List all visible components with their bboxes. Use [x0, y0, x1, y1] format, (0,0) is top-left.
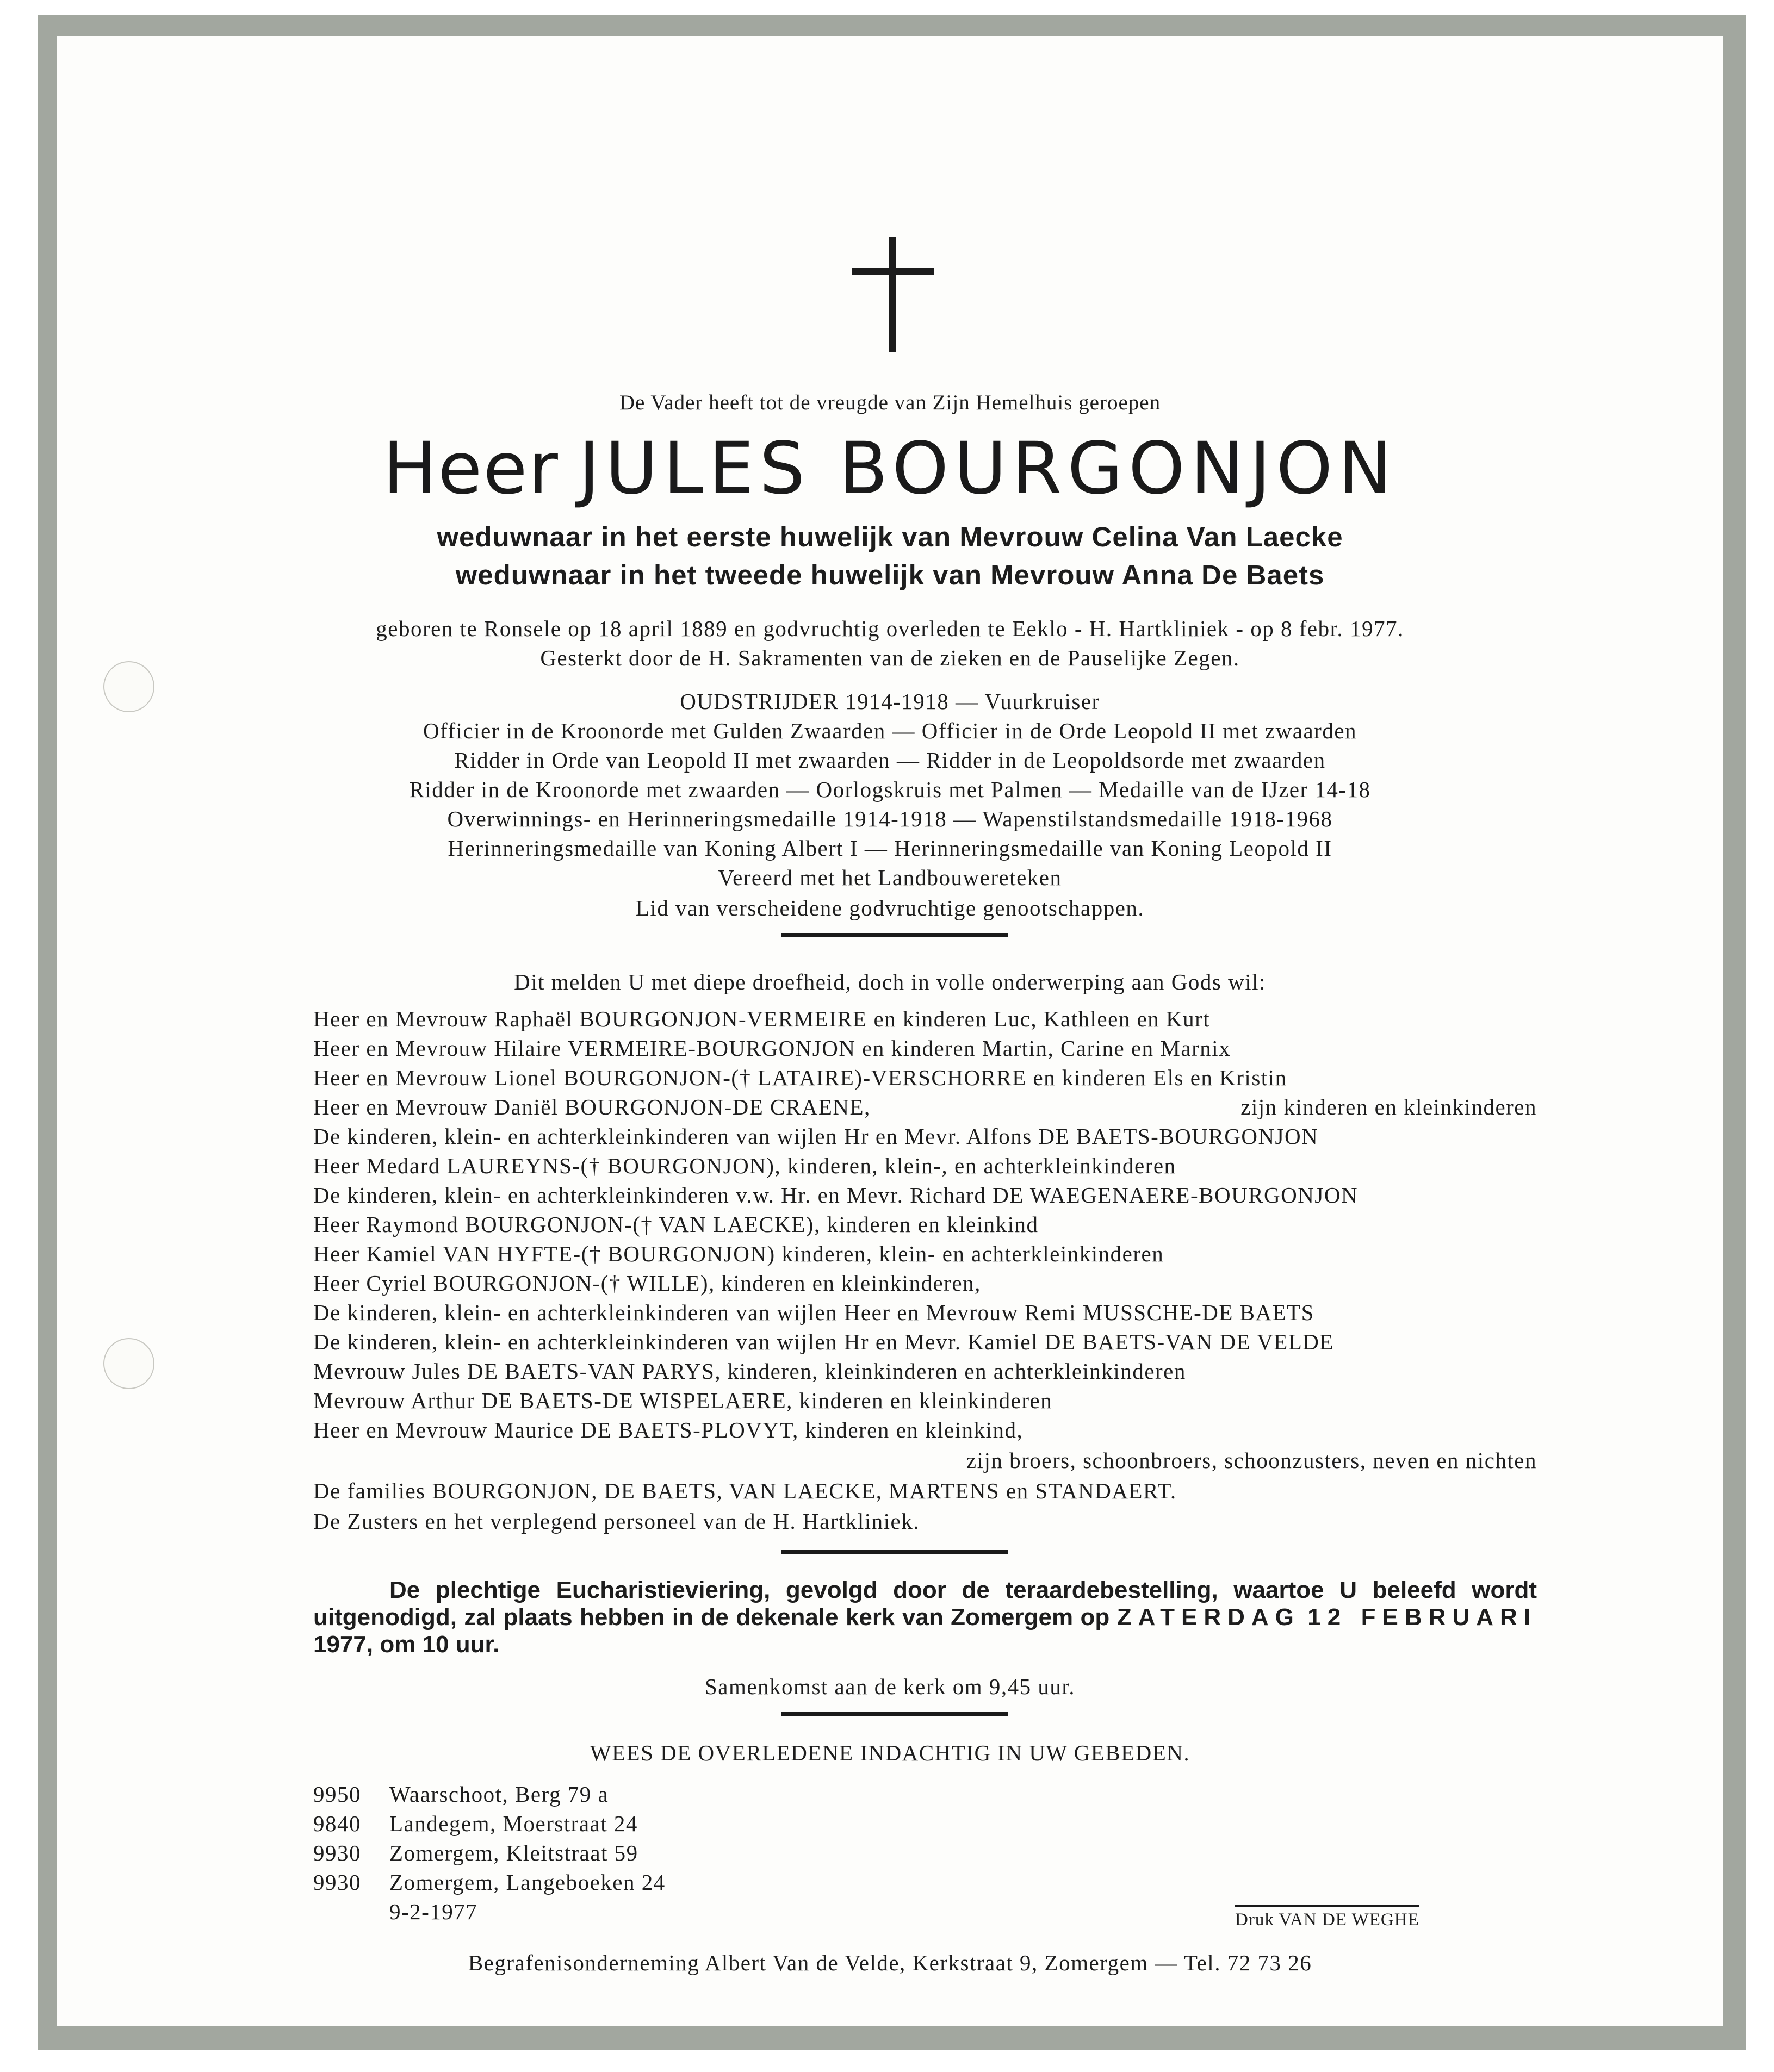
divider: [781, 933, 1008, 937]
service-announcement: [313, 1577, 1537, 1658]
address: Waarschoot, Berg 79 a: [389, 1782, 609, 1807]
zip-code: 9930: [313, 1840, 361, 1865]
service-day: ZATERDAG: [1116, 1604, 1300, 1631]
deceased-name: [57, 427, 1723, 511]
intro-line: De Vader heeft tot de vreugde van Zijn Hemelhuis geroepen: [619, 391, 1161, 414]
printer-credit: Druk VAN DE WEGHE: [1235, 1905, 1419, 1930]
address-item: [313, 1869, 666, 1895]
service-text: De plechtige Eucharistieviering, gevolgd door de teraardebestelling, waartoe U beleefd wordt uitgenodigd, zal plaats hebben in de dekenale kerk van Zomergem op: [313, 1577, 1537, 1631]
list-item: Heer Kamiel VAN HYFTE-(† BOURGONJON) kinderen, klein- en achterkleinkinderen: [313, 1241, 1164, 1266]
list-item: Heer Cyriel BOURGONJON-(† WILLE), kinderen en kleinkinderen,: [313, 1271, 981, 1296]
address-item: [313, 1810, 638, 1837]
service-date: 12 FEBRUARI: [1307, 1604, 1537, 1631]
list-item: Heer Raymond BOURGONJON-(† VAN LAECKE), kinderen en kleinkind: [313, 1212, 1039, 1237]
list-item: Mevrouw Arthur DE BAETS-DE WISPELAERE, kinderen en kleinkinderen: [313, 1388, 1053, 1413]
address-item: [313, 1840, 638, 1866]
zip-code: 9930: [313, 1870, 361, 1895]
list-item: [313, 1094, 1537, 1120]
address: Landegem, Moerstraat 24: [389, 1811, 638, 1836]
announcement-date: 9-2-1977: [389, 1899, 478, 1924]
name-main: JULES BOURGONJON: [578, 427, 1398, 511]
honour-line: Officier in de Kroonorde met Gulden Zwaarden — Officier in de Orde Leopold II met zwaarden: [423, 718, 1357, 743]
divider: [781, 1712, 1008, 1716]
list-item: Heer en Mevrouw Raphaël BOURGONJON-VERMEIRE en kinderen Luc, Kathleen en Kurt: [313, 1006, 1211, 1031]
address: Zomergem, Kleitstraat 59: [389, 1840, 638, 1865]
children-note: zijn kinderen en kleinkinderen: [1240, 1094, 1537, 1119]
honour-line: Ridder in Orde van Leopold II met zwaarden — Ridder in de Leopoldsorde met zwaarden: [454, 748, 1326, 773]
birth-death-line: geboren te Ronsele op 18 april 1889 en godvruchtig overleden te Eeklo - H. Hartkliniek - op 8 febr. 1977.: [376, 616, 1404, 641]
service-time: 1977, om 10 uur.: [313, 1631, 500, 1658]
remember-line: WEES DE OVERLEDENE INDACHTIG IN UW GEBEDEN.: [590, 1740, 1190, 1765]
sisters-line: De Zusters en het verplegend personeel van de H. Hartkliniek.: [313, 1509, 920, 1534]
widower-line-1: weduwnaar in het eerste huwelijk van Mevrouw Celina Van Laecke: [437, 521, 1343, 552]
widower-line-2: weduwnaar in het tweede huwelijk van Mevrouw Anna De Baets: [455, 559, 1325, 590]
list-item: Heer en Mevrouw Hilaire VERMEIRE-BOURGONJON en kinderen Martin, Carine en Marnix: [313, 1036, 1231, 1061]
list-item: De kinderen, klein- en achterkleinkinderen v.w. Hr. en Mevr. Richard DE WAEGENAERE-BOURGONJON: [313, 1183, 1359, 1208]
name-prefix: Heer: [382, 427, 559, 511]
zip-code: 9840: [313, 1811, 361, 1836]
list-item: De kinderen, klein- en achterkleinkinderen van wijlen Hr en Mevr. Alfons DE BAETS-BOURGONJON: [313, 1124, 1319, 1149]
list-item: Heer en Mevrouw Lionel BOURGONJON-(† LATAIRE)-VERSCHORRE en kinderen Els en Kristin: [313, 1065, 1287, 1090]
address-item: [313, 1781, 609, 1807]
punch-hole: [103, 1338, 154, 1389]
honour-line: Lid van verscheidene godvruchtige genootschappen.: [635, 895, 1145, 920]
families-line: De families BOURGONJON, DE BAETS, VAN LAECKE, MARTENS en STANDAERT.: [313, 1478, 1177, 1503]
honour-line: Overwinnings- en Herinneringsmedaille 1914-1918 — Wapenstilstandsmedaille 1918-1968: [447, 806, 1333, 831]
funeral-card: [57, 36, 1723, 2026]
list-item: Heer en Mevrouw Maurice DE BAETS-PLOVYT, kinderen en kleinkind,: [313, 1417, 1024, 1442]
address: Zomergem, Langeboeken 24: [389, 1870, 666, 1895]
honour-line: Ridder in de Kroonorde met zwaarden — Oorlogskruis met Palmen — Medaille van de IJzer 14-18: [409, 777, 1371, 802]
honour-line: Herinneringsmedaille van Koning Albert I — Herinneringsmedaille van Koning Leopold II: [448, 836, 1332, 861]
zip-code: 9950: [313, 1782, 361, 1807]
honour-line: OUDSTRIJDER 1914-1918 — Vuurkruiser: [680, 689, 1100, 714]
siblings-note: zijn broers, schoonbroers, schoonzusters, neven en nichten: [966, 1448, 1537, 1473]
honour-line: Vereerd met het Landbouwereteken: [718, 865, 1062, 890]
list-item: Mevrouw Jules DE BAETS-VAN PARYS, kinderen, kleinkinderen en achterkleinkinderen: [313, 1359, 1186, 1384]
list-item: De kinderen, klein- en achterkleinkinderen van wijlen Hr en Mevr. Kamiel DE BAETS-VAN DE VELDE: [313, 1329, 1334, 1354]
list-item-name: Heer en Mevrouw Daniël BOURGONJON-DE CRAENE,: [313, 1094, 871, 1119]
sacraments-line: Gesterkt door de H. Sakramenten van de zieken en de Pauselijke Zegen.: [540, 645, 1240, 670]
gathering-line: Samenkomst aan de kerk om 9,45 uur.: [704, 1674, 1076, 1699]
list-item: De kinderen, klein- en achterkleinkinderen van wijlen Heer en Mevrouw Remi MUSSCHE-DE BAETS: [313, 1300, 1314, 1325]
undertaker-line: Begrafenisonderneming Albert Van de Velde, Kerkstraat 9, Zomergem — Tel. 72 73 26: [468, 1950, 1312, 1975]
list-item: Heer Medard LAUREYNS-(† BOURGONJON), kinderen, klein-, en achterkleinkinderen: [313, 1153, 1176, 1178]
mourners-intro: Dit melden U met diepe droefheid, doch in volle onderwerping aan Gods wil:: [514, 969, 1266, 994]
divider: [781, 1550, 1008, 1554]
